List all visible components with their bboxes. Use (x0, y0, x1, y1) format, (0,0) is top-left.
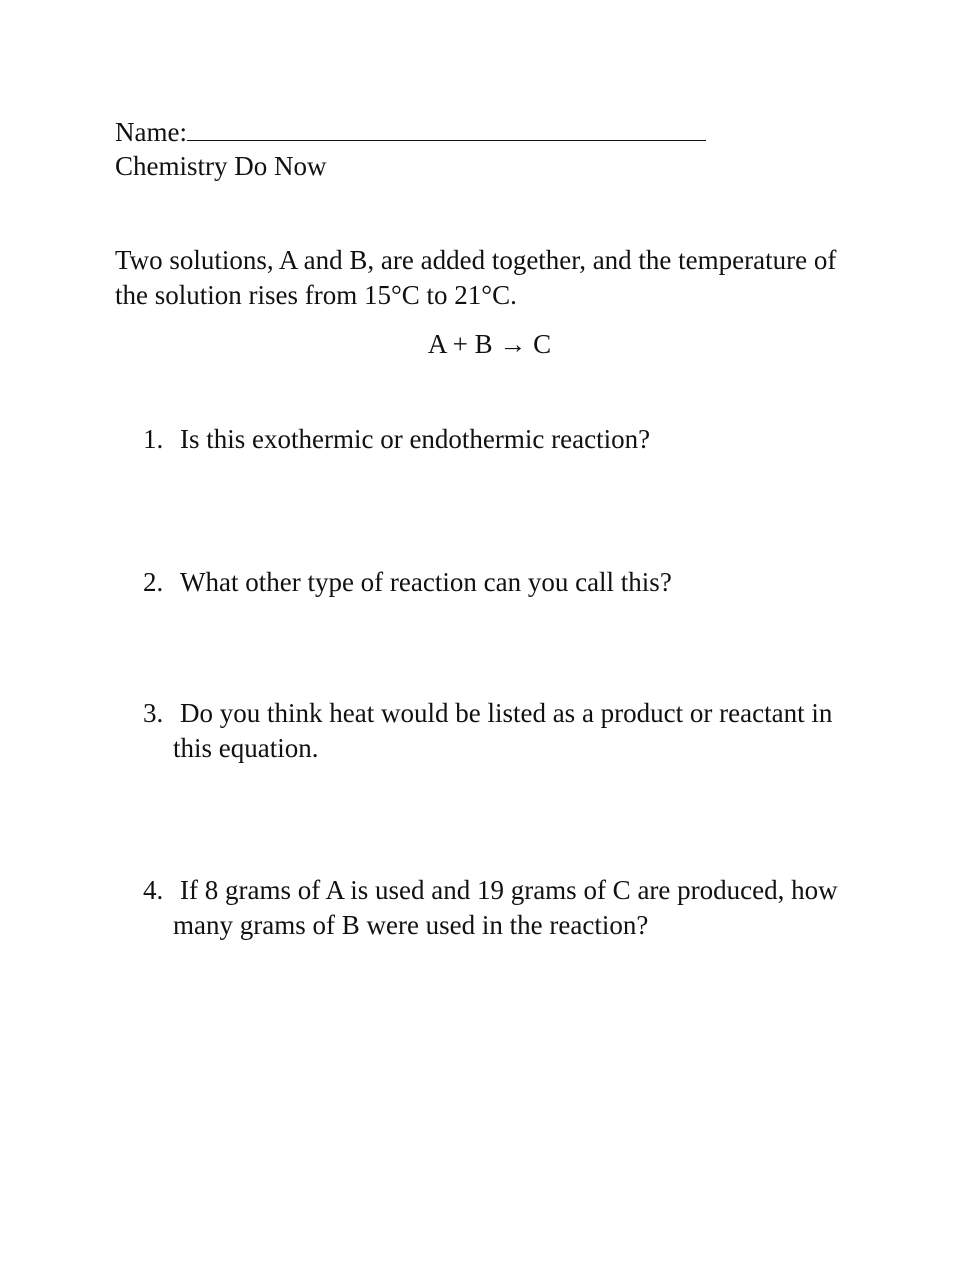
question-text: What other type of reaction can you call this? (180, 567, 672, 597)
question-4 (143, 873, 873, 943)
question-number: 3. (143, 698, 164, 728)
question-number: 4. (143, 875, 164, 905)
question-number: 1. (143, 424, 164, 454)
worksheet-title: Chemistry Do Now (115, 151, 327, 181)
question-2 (143, 565, 873, 600)
intro-paragraph: Two solutions, A and B, are added together, and the temperature of the solution rises from 15°C to 21°C. (115, 245, 837, 310)
reaction-equation: A + B → C (427, 329, 552, 359)
name-label: Name: (115, 117, 187, 147)
question-number: 2. (143, 567, 164, 597)
name-row (115, 113, 706, 150)
question-1 (143, 422, 873, 457)
name-blank-line[interactable] (187, 113, 706, 141)
question-text: Is this exothermic or endothermic reaction? (180, 424, 651, 454)
question-text: If 8 grams of A is used and 19 grams of C are produced, how many grams of B were used in the reaction? (173, 875, 838, 940)
question-3 (143, 696, 873, 766)
question-text: Do you think heat would be listed as a product or reactant in this equation. (173, 698, 833, 763)
